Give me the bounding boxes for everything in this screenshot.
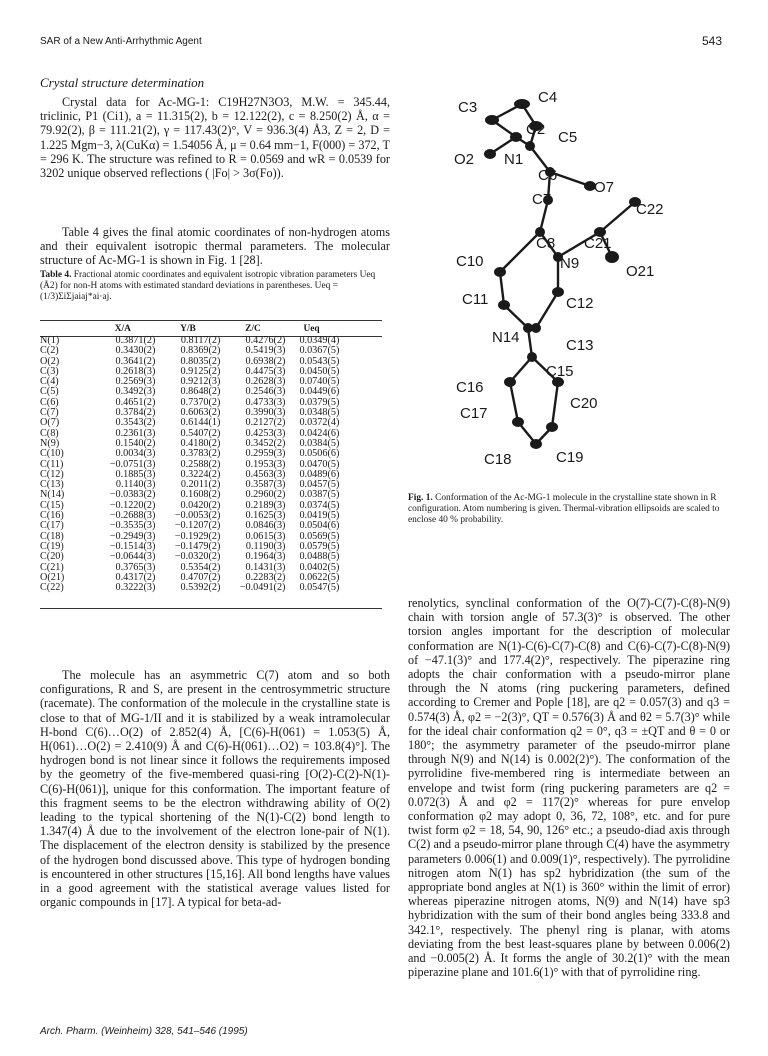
- table-cell: 0.0367(5): [299, 345, 340, 357]
- table-cell: 0.1964(3): [245, 551, 286, 563]
- atom-label-cell: C(16): [40, 510, 64, 522]
- table-caption: [40, 270, 390, 304]
- atom-label-cell: C(4): [40, 376, 59, 388]
- atom-label-c17: C17: [460, 405, 488, 422]
- atom-label-c13: C13: [566, 337, 594, 354]
- atom-label-c6: C6: [538, 167, 558, 184]
- table-cell: 0.8035(2): [180, 355, 221, 367]
- table-bottom-rule: [40, 608, 382, 609]
- table-cell: 0.0374(5): [299, 499, 340, 511]
- table-cell: 0.8648(2): [180, 386, 221, 398]
- table-cell: 0.5354(2): [180, 561, 221, 573]
- table-cell: 0.6144(1): [180, 417, 221, 429]
- table-cell: 0.1431(3): [245, 561, 286, 573]
- atom-label-cell: C(20): [40, 551, 64, 563]
- table-cell: 0.3492(3): [115, 386, 156, 398]
- table-cell: 0.9212(3): [180, 376, 221, 388]
- section-heading: Crystal structure determination: [40, 75, 205, 90]
- coordinates-table: [40, 322, 382, 593]
- table-cell: 0.4563(3): [245, 468, 286, 480]
- atom-label-c20: C20: [570, 395, 598, 412]
- table-cell: −0.2688(3): [109, 510, 156, 522]
- table-body: [40, 336, 382, 593]
- atom-label-cell: O(2): [40, 355, 60, 367]
- table-cell: −0.0053(2): [174, 510, 221, 522]
- table-header-cell: [40, 322, 90, 336]
- atom-label-cell: N(1): [40, 335, 60, 346]
- atom-label-cell: N(14): [40, 489, 65, 501]
- table-cell: 0.4707(2): [180, 571, 221, 583]
- table-cell: 0.0420(2): [180, 499, 221, 511]
- table-cell: 0.6938(2): [245, 355, 286, 367]
- table-cell: −0.2949(3): [109, 530, 156, 542]
- ortep-diagram: [440, 82, 700, 482]
- molecular-structure-figure: [440, 82, 700, 482]
- atom-label-c2: C2: [526, 121, 546, 138]
- table-cell: 0.9125(2): [180, 365, 221, 377]
- table-cell: 0.5392(2): [180, 582, 221, 594]
- table-cell: 0.2361(3): [115, 427, 156, 439]
- table-cell: 0.0579(5): [299, 540, 340, 552]
- table-cell: 0.0506(6): [299, 448, 340, 460]
- atom-label-cell: C(22): [40, 582, 64, 594]
- table-header-cell: Z/C: [245, 324, 261, 334]
- figure-caption-text: Conformation of the Ac-MG-1 molecule in the crystalline state shown in R configuration. Atom numbering is given. Thermal-vibration ellipsoids are scaled to enclose 40 % probability.: [408, 493, 720, 526]
- table-cell: 0.3224(2): [180, 468, 221, 480]
- table-cell: 0.3587(3): [245, 479, 286, 491]
- table-cell: 0.0470(5): [299, 458, 340, 470]
- table-cell: 0.0846(3): [245, 520, 286, 532]
- table-cell: 0.4317(2): [115, 571, 156, 583]
- table-cell: 0.0457(5): [299, 479, 340, 491]
- table-cell: −0.1479(2): [174, 540, 221, 552]
- table-cell: 0.2569(3): [115, 376, 156, 388]
- table-cell: 0.2960(2): [245, 489, 286, 501]
- table-cell: 0.0543(5): [299, 355, 340, 367]
- atom-label-n1: N1: [504, 151, 524, 168]
- crystal-data-paragraph: Crystal data for Ac-MG-1: C19H27N3O3, M.W. = 345.44, triclinic, P1 (Ci1), a = 11.315(2), b = 12.122(2), c = 8.250(2) Å, α = 79.92(2), β = 111.21(2), γ = 117.43(2)°, V = 936.3(4) Å3, Z = 2, D = 1.225 Mgm−3, λ(CuKα) = 1.54056 Å, μ = 0.64 mm−1, F(000) = 372, T = 296 K. The structure was refined to R = 0.0569 and wR = 0.0539 for 3202 unique observed reflections ( |Fo| > 3σ(Fo)).: [40, 95, 390, 181]
- table-cell: 0.4180(2): [180, 437, 221, 449]
- running-head: SAR of a New Anti-Arrhythmic Agent: [40, 36, 202, 47]
- table-top-rule: [40, 320, 382, 321]
- table-caption-label: Table 4.: [40, 270, 72, 280]
- table-row: [40, 552, 382, 562]
- atom-label-cell: C(7): [40, 407, 59, 419]
- table-cell: 0.2127(2): [245, 417, 286, 429]
- table-cell: 0.2618(3): [115, 365, 156, 377]
- table-cell: 0.1625(3): [245, 510, 286, 522]
- table-cell: 0.3765(3): [115, 561, 156, 573]
- table-cell: 0.2628(3): [245, 376, 286, 388]
- table-cell: 0.3543(2): [115, 417, 156, 429]
- table-cell: 0.0547(5): [299, 582, 340, 594]
- atom-label-cell: C(15): [40, 499, 64, 511]
- table-cell: 0.0615(3): [245, 530, 286, 542]
- table-cell: 0.2546(3): [245, 386, 286, 398]
- atom-label-cell: C(11): [40, 458, 64, 470]
- table-header-cell: Ueq: [303, 324, 320, 334]
- atom-label-o2: O2: [454, 151, 475, 168]
- atom-label-c12: C12: [566, 295, 594, 312]
- page-number: 543: [701, 34, 722, 48]
- table-cell: 0.4253(3): [245, 427, 286, 439]
- table-intro-paragraph: Table 4 gives the final atomic coordinates of non-hydrogen atoms and their equivalent isotropic thermal parameters. The molecular structure of Ac-MG-1 is shown in Fig. 1 [28].: [40, 225, 390, 268]
- table-header-cell: X/A: [114, 324, 131, 334]
- table-cell: 0.2959(3): [245, 448, 286, 460]
- figure-caption: [408, 493, 730, 527]
- table-cell: 0.1953(3): [245, 458, 286, 470]
- table-cell: 0.3990(3): [245, 407, 286, 419]
- table-cell: 0.0488(5): [299, 551, 340, 563]
- table-cell: −0.0383(2): [109, 489, 156, 501]
- table-cell: 0.1540(2): [115, 437, 156, 449]
- table-cell: 0.8369(2): [180, 345, 221, 357]
- table-cell: 0.0384(5): [299, 437, 340, 449]
- table-cell: 0.1885(3): [115, 468, 156, 480]
- journal-footer: Arch. Pharm. (Weinheim) 328, 541–546 (1995): [40, 1026, 248, 1037]
- atom-label-cell: C(18): [40, 530, 64, 542]
- table-cell: 0.0489(6): [299, 468, 340, 480]
- table-cell: 0.6063(2): [180, 407, 221, 419]
- atom-label-cell: C(13): [40, 479, 64, 491]
- table-cell: −0.0644(3): [109, 551, 156, 563]
- atom-label-cell: O(7): [40, 417, 60, 429]
- table-cell: 0.0379(5): [299, 396, 340, 408]
- table-cell: 0.0419(5): [299, 510, 340, 522]
- atom-label-c7: C7: [532, 191, 552, 208]
- atom-label-n14: N14: [492, 329, 520, 346]
- table-cell: −0.3535(3): [109, 520, 156, 532]
- atom-label-cell: O(21): [40, 571, 65, 583]
- atom-label-c11: C11: [462, 291, 489, 308]
- table-cell: −0.0320(2): [174, 551, 221, 563]
- atom-label-o7: O7: [594, 179, 615, 196]
- table-cell: 0.3222(3): [115, 582, 156, 594]
- table-cell: 0.0569(5): [299, 530, 340, 542]
- table-cell: 0.3430(2): [115, 345, 156, 357]
- atom-label-c3: C3: [458, 99, 478, 116]
- table-row: [40, 583, 382, 593]
- atom-label-c15: C15: [546, 363, 574, 380]
- atom-label-c8: C8: [536, 235, 556, 252]
- table-cell: 0.4651(2): [115, 396, 156, 408]
- table-cell: −0.1929(2): [174, 530, 221, 542]
- body-text-left: The molecule has an asymmetric C(7) atom and so both configurations, R and S, are present in the centrosymmetric structure (racemate). The conformation of the molecule in the crystalline state is close to that of MG-1/II and it is stabilized by a weak intramolecular H-bond C(6)…O(2) of 2.852(4) Å, [C(6)-H(061) = 1.053(5) Å, H(061)…O(2) = 2.410(9) Å and C(6)-H(061)…O2) = 103.8(4)°]. The hydrogen bond is not linear since it follows the requirements imposed by the geometry of the five-membered quasi-ring [O(2)-C(2)-N(1)-C(6)-H(061)], unique for this conformation. The important feature of this fragment seems to be the electron withdrawing ability of O(2) leading to the typical shortening of the N(1)-C(2) bond length to 1.347(4) Å due to the involvement of the electron lone-pair of N(1). The displacement of the electron density is stabilized by the presence of the hydrogen bond discussed above. This type of hydrogen bonding is encountered in other structures [15,16]. All bond lengths have values in a good agreement with the statistical average values listed for organic compounds in [17]. A typical for beta-ad-: [40, 668, 390, 910]
- atom-label-c4: C4: [538, 89, 558, 106]
- table-cell: 0.2189(3): [245, 499, 286, 511]
- table-cell: 0.0402(5): [299, 561, 340, 573]
- atom-label-c5: C5: [558, 129, 578, 146]
- table-caption-text: Fractional atomic coordinates and equivalent isotropic vibration parameters Ueq (Å2) for non-H atoms with estimated standard deviations in parentheses. Ueq = (1/3)ΣiΣjaiaj*ai·aj.: [40, 270, 376, 303]
- table-cell: 0.2011(2): [180, 479, 221, 491]
- table-cell: 0.2588(2): [180, 458, 221, 470]
- table-cell: 0.0449(6): [299, 386, 340, 398]
- atom-label-n9: N9: [560, 255, 580, 272]
- atom-label-c10: C10: [456, 253, 484, 270]
- table-cell: 0.0349(4): [299, 335, 340, 346]
- atom-label-cell: C(3): [40, 365, 59, 377]
- table-cell: 0.0740(5): [299, 376, 340, 388]
- table-cell: 0.0450(5): [299, 365, 340, 377]
- atom-label-cell: C(21): [40, 561, 64, 573]
- table-cell: −0.1220(2): [109, 499, 156, 511]
- table-cell: 0.2283(2): [245, 571, 286, 583]
- table-cell: 0.5407(2): [180, 427, 221, 439]
- body-text-right: renolytics, synclinal conformation of the O(7)-C(7)-C(8)-N(9) chain with torsion angle of 57.3(3)° is observed. The other torsion angles important for the description of molecular conformation are N(1)-C(6)-C(7)-C(8) and C(6)-C(7)-C(8)-N(9) of −47.1(3)° and 177.4(2)°, respectively. The piperazine ring adopts the chair conformation with a pseudo-mirror plane through the N atoms (ring puckering parameters, defined according to Cremer and Pople [18], are q2 = 0.057(3) and q3 = 0.574(3) Å, φ2 = −2(3)°, QT = 0.576(3) Å and θ2 = 5.7(3)° while for the ideal chair conformation q2 = 0°, q3 = ±QT and θ = 0 or 180°; the asymmetry parameter of the pseudo-mirror plane through N(9) and N(14) is 0.002(2)°). The conformation of the pyrrolidine five-membered ring is intermediate between an envelope and twist form (ring puckering parameters are q2 = 0.072(3) Å and φ2 = 117(2)° whereas for pure envelop conformation φ2 may adopt 0, 36, 72, 108°, etc. and for pure twist form φ2 = 18, 54, 90, 126° etc.; a pseudo-diad axis through C(2) and a pseudo-mirror plane through C(4) have the asymmetry parameters 0.006(1) and 0.009(1)°, respectively). The pyrrolidine nitrogen atom N(1) has sp2 hybridization (the sum of the appropriate bond angles at N(1) is 360° within the limit of error) whereas piperazine nitrogen atoms, N(9) and N(14) have sp3 hybridization with the sum of their bond angles being 333.8 and 342.1°, respectively. The phenyl ring is planar, with atoms deviating from the best least-squares plane by between 0.006(2) and −0.005(2) Å. It forms the angle of 30.2(1)° with the mean piperazine plane and 101.6(1)° with that of pyrrolidine ring.: [408, 596, 730, 980]
- table-cell: 0.0504(6): [299, 520, 340, 532]
- table-cell: 0.3452(2): [245, 437, 286, 449]
- atom-label-c19: C19: [556, 449, 584, 466]
- table-cell: 0.0348(5): [299, 407, 340, 419]
- table-cell: 0.7370(2): [180, 396, 221, 408]
- table-cell: −0.0491(2): [239, 582, 286, 594]
- table-cell: −0.0751(3): [109, 458, 156, 470]
- table-cell: 0.3641(2): [115, 355, 156, 367]
- table-cell: 0.0622(5): [299, 571, 340, 583]
- table-cell: 0.1140(3): [115, 479, 156, 491]
- table-cell: 0.5419(3): [245, 345, 286, 357]
- table-cell: 0.3783(2): [180, 448, 221, 460]
- table-cell: 0.3871(2): [115, 335, 156, 346]
- table-cell: 0.0424(6): [299, 427, 340, 439]
- table-cell: 0.3784(2): [115, 407, 156, 419]
- atom-label-cell: C(2): [40, 345, 59, 357]
- table-header-row: [40, 322, 382, 336]
- atom-label-c22: C22: [636, 201, 664, 218]
- atom-label-o21: O21: [626, 263, 655, 280]
- table-cell: 0.4733(3): [245, 396, 286, 408]
- table-cell: 0.4475(3): [245, 365, 286, 377]
- atom-label-cell: C(17): [40, 520, 64, 532]
- table-cell: 0.0387(5): [299, 489, 340, 501]
- table-cell: 0.4276(2): [245, 335, 286, 346]
- atom-label-cell: C(12): [40, 468, 64, 480]
- table-cell: 0.1190(3): [245, 540, 286, 552]
- table-header-cell: Y/B: [180, 324, 196, 334]
- atom-label-c16: C16: [456, 379, 484, 396]
- atom-label-c21: C21: [584, 235, 612, 252]
- atom-label-cell: C(5): [40, 386, 59, 398]
- atom-label-cell: C(19): [40, 540, 64, 552]
- figure-caption-label: Fig. 1.: [408, 493, 433, 503]
- atom-label-cell: N(9): [40, 437, 60, 449]
- table-cell: 0.0372(4): [299, 417, 340, 429]
- atom-label-c18: C18: [484, 451, 512, 468]
- atom-label-cell: C(10): [40, 448, 64, 460]
- table-cell: 0.8117(2): [180, 335, 221, 346]
- atom-label-cell: C(8): [40, 427, 59, 439]
- table-cell: −0.1207(2): [174, 520, 221, 532]
- atom-label-cell: C(6): [40, 396, 59, 408]
- table-cell: 0.0034(3): [115, 448, 156, 460]
- table-cell: −0.1514(3): [109, 540, 156, 552]
- table-cell: 0.1608(2): [180, 489, 221, 501]
